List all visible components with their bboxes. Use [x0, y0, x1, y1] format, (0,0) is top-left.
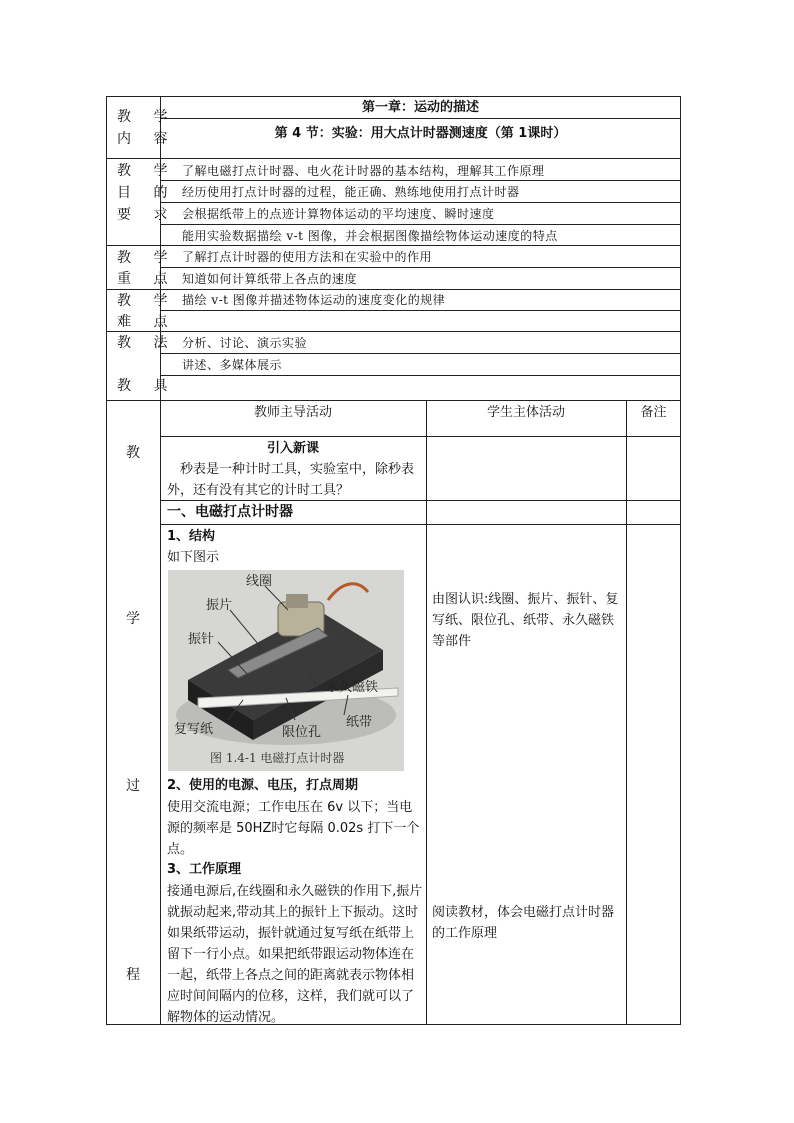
- principle-text: 接通电源后,在线圈和永久磁铁的作用下,振片就振动起来,带动其上的振针上下振动。这时如果纸带运动，振针就通过复写纸在纸带上留下一行小点。如果把纸带跟运动物体连在一起，纸带上各点之间的距离就表示物体相应时间间隔内的位移，这样，我们就可以了解物体的运动情况。: [167, 884, 423, 1025]
- label-difficult-1: 教 学: [117, 293, 177, 309]
- figure-caption: 图 1.4-1 电磁打点计时器: [210, 751, 345, 765]
- figure-label-coil: 线圈: [246, 574, 273, 589]
- teacher-student-divider: [426, 400, 427, 1025]
- student-activity-structure: 由图认识:线圈、振片、振针、复写纸、限位孔、纸带、永久磁铁等部件: [432, 592, 619, 649]
- structure-heading: 1、结构: [167, 529, 216, 544]
- goal-1: 了解电磁打点计时器、电火花计时器的基本结构，理解其工作原理: [182, 164, 545, 178]
- figure-label-carbon: 复写纸: [174, 722, 214, 737]
- label-key-2: 重 点: [117, 271, 177, 287]
- teaching-methods: 分析、讨论、演示实验: [182, 336, 308, 350]
- label-tools: 教 具: [117, 378, 177, 394]
- key-point-1: 了解打点计时器的使用方法和在实验中的作用: [182, 250, 433, 264]
- teaching-tools: 讲述、多媒体展示: [182, 358, 283, 372]
- label-goals-1: 教 学: [117, 163, 177, 179]
- goal-4: 能用实验数据描绘 v-t 图像，并会根据图像描绘物体运动速度的特点: [182, 229, 558, 243]
- goal-3: 会根据纸带上的点迹计算物体运动的平均速度、瞬时速度: [182, 207, 495, 221]
- student-notes-divider: [626, 400, 627, 1025]
- label-process-2: 学: [126, 611, 140, 627]
- figure-label-reed: 振片: [206, 598, 233, 613]
- principle-heading: 3、工作原理: [167, 862, 242, 877]
- label-goals-2: 目 的: [117, 185, 177, 201]
- timer-figure: [168, 570, 404, 771]
- timer-illustration: [168, 570, 404, 771]
- student-activity-principle: 阅读教材，体会电磁打点计时器的工作原理: [432, 905, 615, 941]
- structure-sub: 如下图示: [167, 550, 220, 565]
- figure-label-tape: 纸带: [346, 715, 373, 730]
- col-teacher-header: 教师主导活动: [253, 405, 332, 420]
- label-method: 教 法: [117, 335, 177, 351]
- figure-label-limit: 限位孔: [282, 725, 322, 740]
- col-student-header: 学生主体活动: [486, 405, 565, 420]
- col-notes-header: 备注: [640, 405, 667, 420]
- section-electromagnetic-timer: 一、电磁打点计时器: [167, 504, 293, 520]
- label-column-divider: [160, 96, 161, 1025]
- key-point-2: 知道如何计算纸带上各点的速度: [182, 272, 358, 286]
- label-key-1: 教 学: [117, 250, 177, 266]
- intro-text: 秒表是一种计时工具，实验室中，除秒表外，还有没有其它的计时工具？: [167, 462, 415, 498]
- section-title: 第 4 节：实验：用大点计时器测速度（第 1课时）: [274, 126, 567, 141]
- label-process-1: 教: [126, 445, 140, 461]
- label-content-2: 内 容: [117, 131, 177, 147]
- label-goals-3: 要 求: [117, 207, 177, 223]
- power-text: 使用交流电源；工作电压在 6v 以下；当电源的频率是 50HZ时它每隔 0.02s 打下一个点。: [167, 800, 420, 857]
- label-content-1: 教 学: [117, 109, 177, 125]
- figure-label-magnet: 永久磁铁: [326, 680, 379, 695]
- label-process-3: 过: [126, 778, 140, 794]
- goal-2: 经历使用打点计时器的过程，能正确、熟练地使用打点计时器: [182, 185, 520, 199]
- power-heading: 2、使用的电源、电压，打点周期: [167, 778, 359, 793]
- label-difficult-2: 难 点: [117, 314, 177, 330]
- label-process-4: 程: [126, 967, 140, 983]
- figure-label-needle: 振针: [188, 632, 215, 647]
- intro-title: 引入新课: [266, 441, 319, 456]
- difficult-point-1: 描绘 v-t 图像并描述物体运动的速度变化的规律: [182, 293, 446, 307]
- chapter-title: 第一章：运动的描述: [361, 100, 479, 115]
